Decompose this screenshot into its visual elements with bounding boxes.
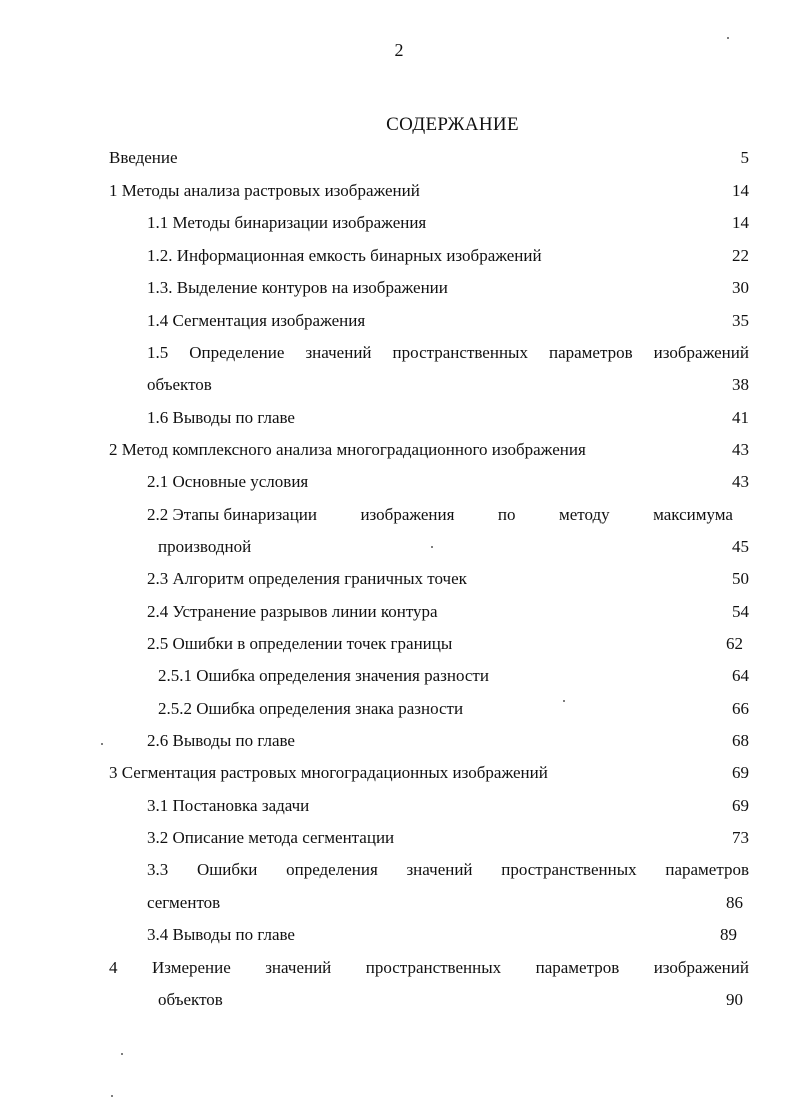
toc-word: 3.3 <box>147 860 169 879</box>
toc-entry-3-3-line-1[interactable] <box>147 859 749 881</box>
toc-word: пространственных <box>501 860 637 879</box>
toc-entry-title-continued: сегментов <box>147 893 221 912</box>
toc-entry-title: 2.6 Выводы по главе <box>147 731 295 750</box>
toc-word: методу <box>558 505 610 524</box>
toc-entry-page: 73 <box>732 828 749 847</box>
toc-entry-chapter-4-line-1[interactable] <box>109 957 749 979</box>
toc-entry-title: 2.1 Основные условия <box>147 472 309 491</box>
toc-word: Измерение <box>151 958 231 977</box>
toc-entry-title: 3.2 Описание метода сегментации <box>147 828 395 847</box>
toc-word: 4 <box>109 958 118 977</box>
toc-word: 1.5 <box>147 343 169 362</box>
toc-word: значений <box>305 343 372 362</box>
toc-entry-page: 69 <box>732 763 749 782</box>
toc-word: изображения <box>360 505 455 524</box>
toc-entry-title-continued: производной <box>158 537 252 556</box>
toc-entry-page: 62 <box>726 634 743 653</box>
toc-entry-title: 2.4 Устранение разрывов линии контура <box>147 602 438 621</box>
toc-entry-page: 45 <box>732 537 749 556</box>
toc-entry-title-continued: объектов <box>147 375 212 394</box>
toc-word: 2.2 Этапы бинаризации <box>147 505 317 524</box>
toc-entry-title: 2.3 Алгоритм определения граничных точек <box>147 569 467 588</box>
toc-heading: СОДЕРЖАНИЕ <box>386 114 519 135</box>
toc-entry-page: 86 <box>726 893 743 912</box>
toc-word: параметров <box>535 958 620 977</box>
toc-word: параметров <box>548 343 633 362</box>
toc-entry-page: 68 <box>732 731 749 750</box>
toc-word: по <box>497 505 516 524</box>
scan-speck <box>111 1095 113 1097</box>
toc-entry-page: 50 <box>732 569 749 588</box>
toc-entry-page: 22 <box>732 246 749 265</box>
toc-word: значений <box>406 860 473 879</box>
scan-speck <box>101 743 103 745</box>
toc-entry-page: 90 <box>726 990 743 1009</box>
toc-entry-page: 30 <box>732 278 749 297</box>
scan-speck <box>121 1053 123 1055</box>
toc-word: пространственных <box>392 343 528 362</box>
toc-entry-title: 1.4 Сегментация изображения <box>147 311 366 330</box>
toc-word: Определение <box>189 343 285 362</box>
toc-entry-title: 2.5.1 Ошибка определения значения разности <box>158 666 489 685</box>
toc-entry-title: 3 Сегментация растровых многоградационных изображений <box>109 763 548 782</box>
toc-entry-page: 5 <box>740 148 749 167</box>
toc-entry-title: 3.1 Постановка задачи <box>147 796 310 815</box>
scan-speck <box>727 37 729 39</box>
page-number: 2 <box>394 40 404 60</box>
toc-word: Ошибки <box>196 860 258 879</box>
toc-entry-title: 1.1 Методы бинаризации изображения <box>147 213 427 232</box>
toc-entry-2-2-line-1[interactable] <box>147 504 733 526</box>
toc-word: определения <box>286 860 378 879</box>
toc-word: изображений <box>653 343 749 362</box>
toc-entry-title: 1.6 Выводы по главе <box>147 408 295 427</box>
toc-entry-title: 1.3. Выделение контуров на изображении <box>147 278 448 297</box>
toc-entry-title: 1.2. Информационная емкость бинарных изображений <box>147 246 542 265</box>
toc-entry-page: 14 <box>732 181 749 200</box>
toc-entry-page: 54 <box>732 602 749 621</box>
toc-word: значений <box>265 958 332 977</box>
toc-entry-page: 14 <box>732 213 749 232</box>
toc-word: изображений <box>653 958 749 977</box>
toc-entry-page: 89 <box>720 925 737 944</box>
toc-entry-title: 3.4 Выводы по главе <box>147 925 295 944</box>
toc-word: максимума <box>653 505 733 524</box>
toc-entry-page: 66 <box>732 699 749 718</box>
toc-word: пространственных <box>365 958 502 977</box>
scan-speck <box>563 700 565 702</box>
toc-entry-page: 64 <box>732 666 749 685</box>
toc-entry-title: 2.5 Ошибки в определении точек границы <box>147 634 453 653</box>
toc-entry-title: 1 Методы анализа растровых изображений <box>109 181 420 200</box>
toc-entry-page: 41 <box>732 408 749 427</box>
toc-word: параметров <box>665 860 749 879</box>
toc-entry-title: 2.5.2 Ошибка определения знака разности <box>158 699 464 718</box>
toc-entry-page: 43 <box>732 472 749 491</box>
toc-entry-title-continued: объектов <box>158 990 223 1009</box>
toc-entry-title: Введение <box>109 148 178 167</box>
toc-entry-page: 43 <box>732 440 749 459</box>
scan-speck <box>431 546 433 548</box>
toc-entry-1-5-line-1[interactable] <box>147 342 749 364</box>
toc-entry-title: 2 Метод комплексного анализа многоградационного изображения <box>109 440 586 459</box>
toc-entry-page: 69 <box>732 796 749 815</box>
toc-entry-page: 35 <box>732 311 749 330</box>
toc-entry-page: 38 <box>732 375 749 394</box>
